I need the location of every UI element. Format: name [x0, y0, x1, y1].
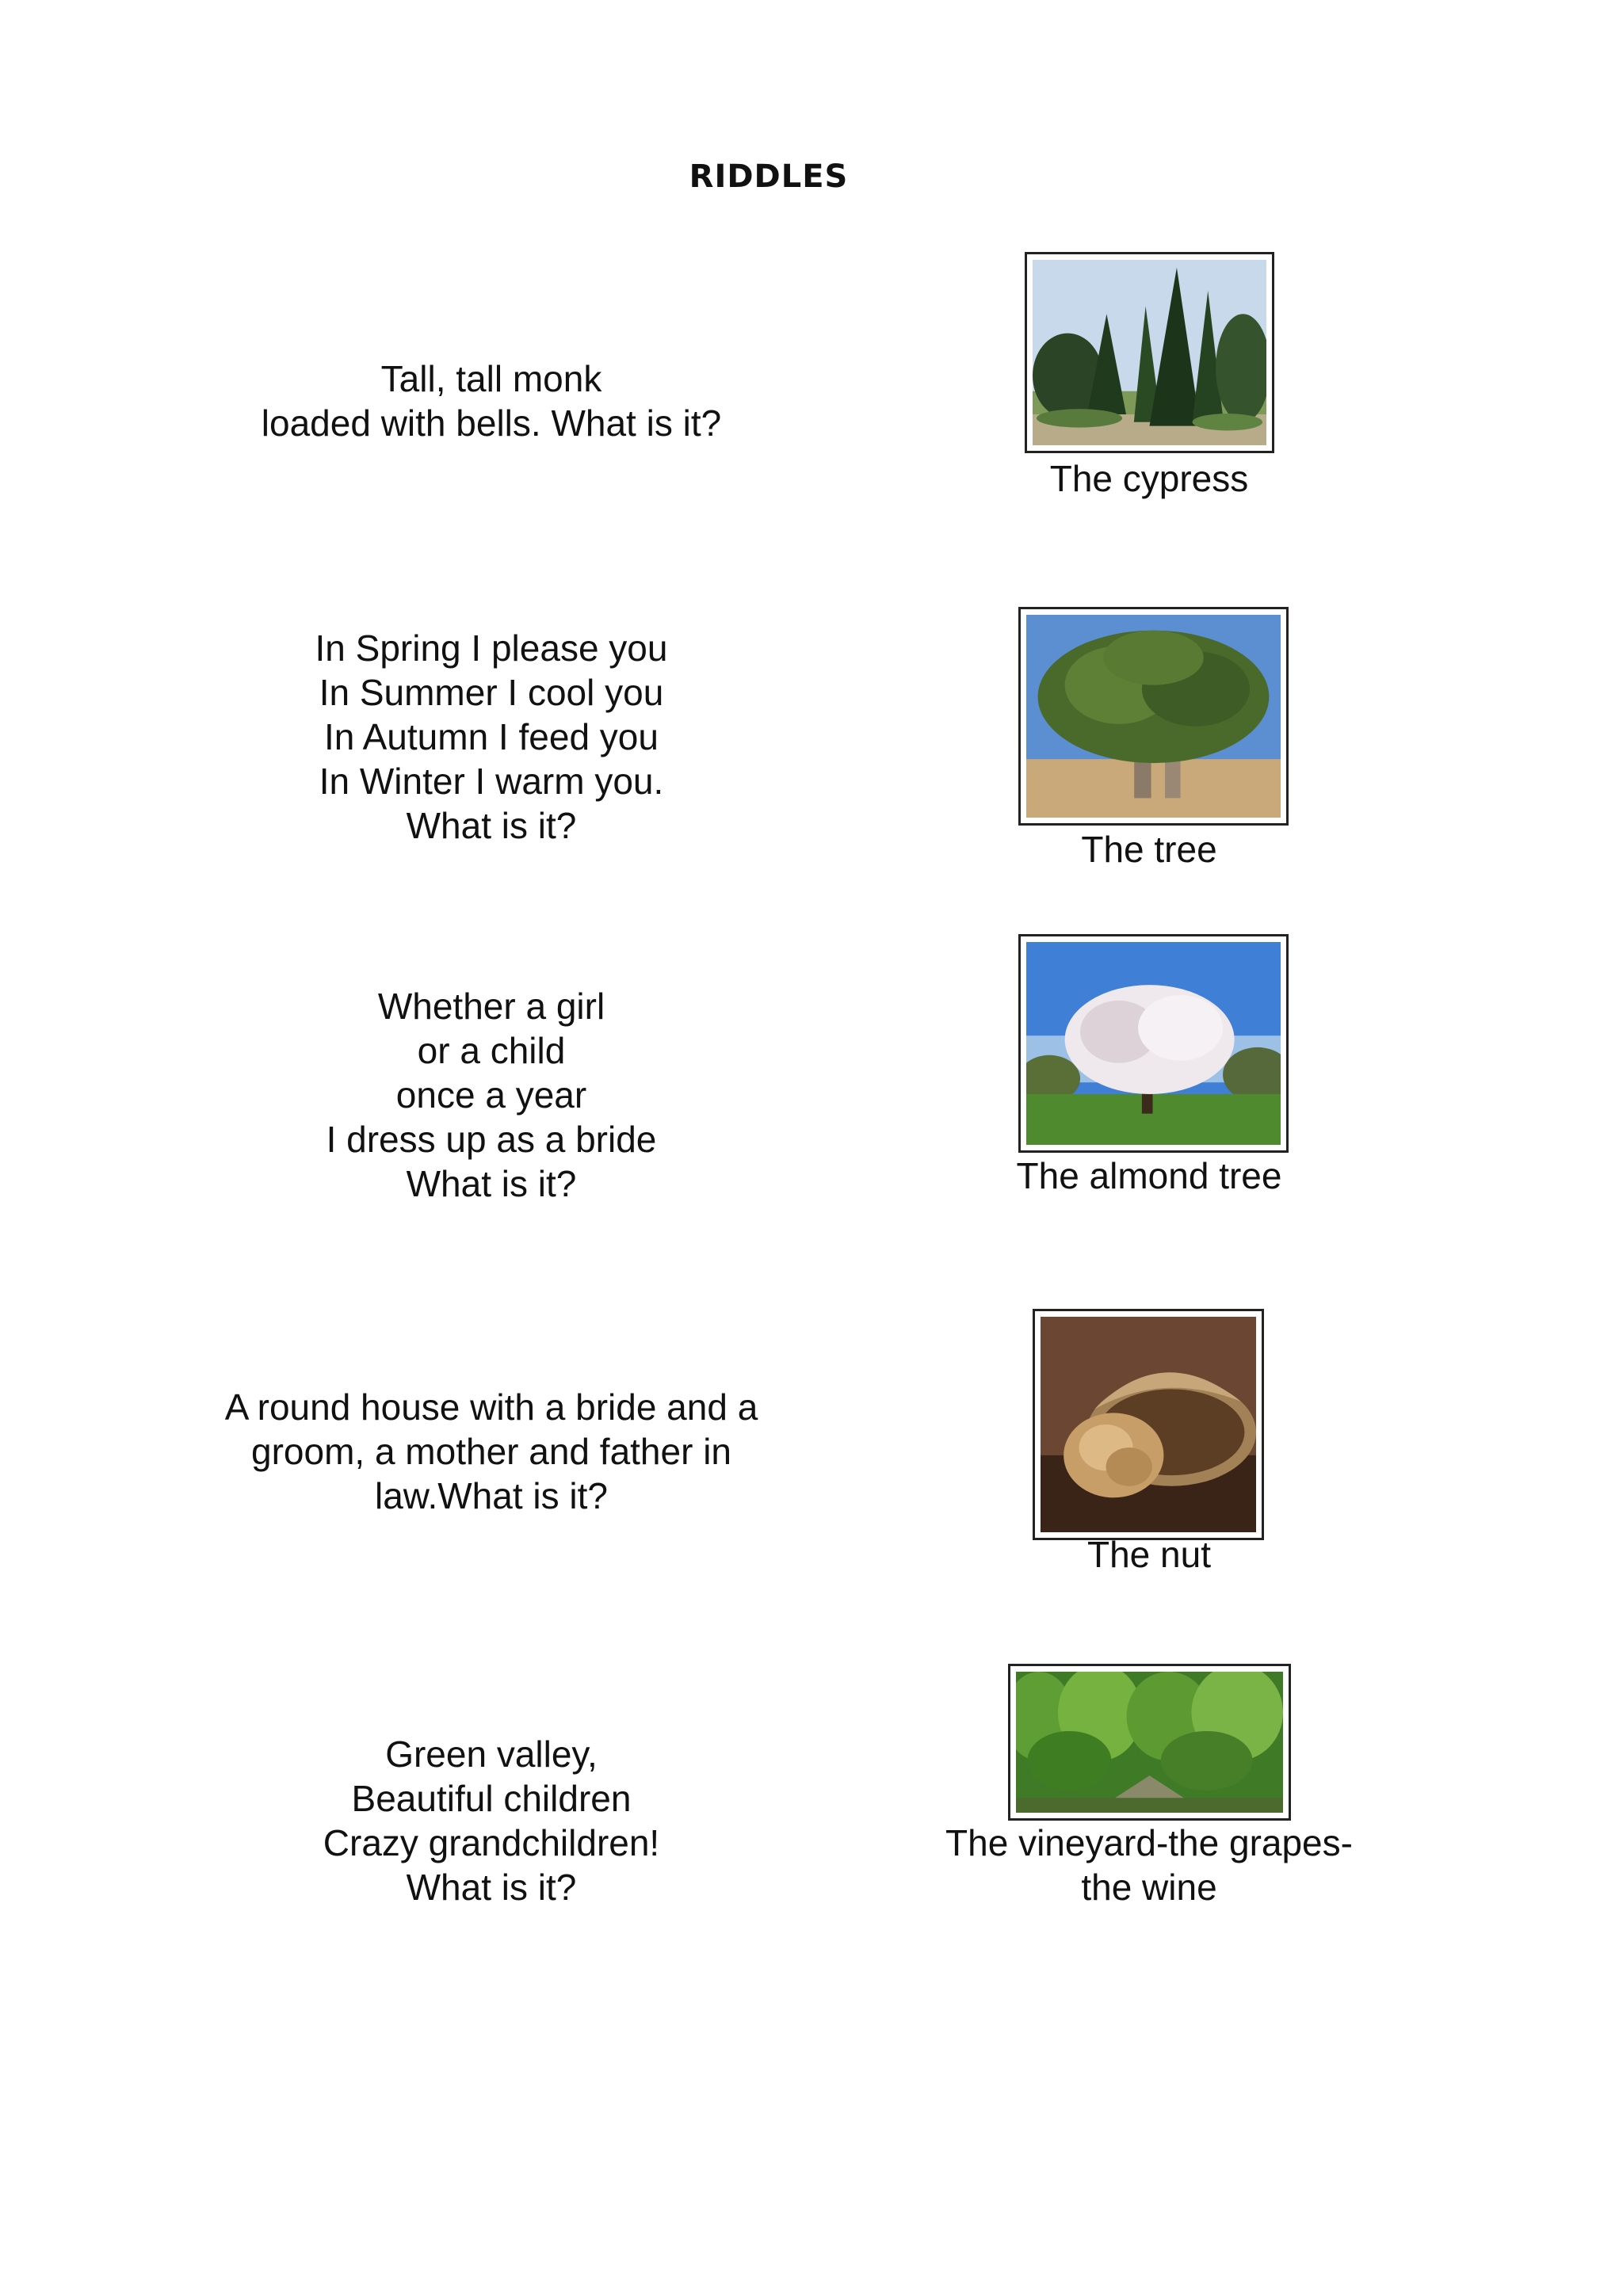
- riddle-2-answer: The tree: [1081, 829, 1217, 870]
- riddle-4-question: A round house with a bride and a groom, a mother and father in law.What is it?: [224, 1386, 758, 1516]
- page-title: RIDDLES: [689, 158, 849, 195]
- vineyard-photo: [1008, 1664, 1291, 1821]
- riddle-5-answer: The vineyard-the grapes- the wine: [945, 1822, 1353, 1908]
- riddle-2-question: In Spring I please you In Summer I cool you In Autumn I feed you In Winter I warm you. What is it?: [315, 627, 668, 846]
- riddle-1-question: Tall, tall monk loaded with bells. What is it?: [261, 358, 722, 444]
- almond-tree-photo: [1018, 934, 1289, 1153]
- riddle-4-answer: The nut: [1087, 1534, 1211, 1575]
- riddle-3-question: Whether a girl or a child once a year I dress up as a bride What is it?: [326, 986, 657, 1204]
- tree-photo: [1018, 607, 1289, 826]
- cypress-photo: [1025, 252, 1274, 453]
- riddle-1-answer: The cypress: [1049, 458, 1249, 499]
- riddle-5-question: Green valley, Beautiful children Crazy grandchildren! What is it?: [323, 1733, 660, 1908]
- nut-photo: [1033, 1309, 1264, 1540]
- riddle-3-answer: The almond tree: [1016, 1155, 1282, 1196]
